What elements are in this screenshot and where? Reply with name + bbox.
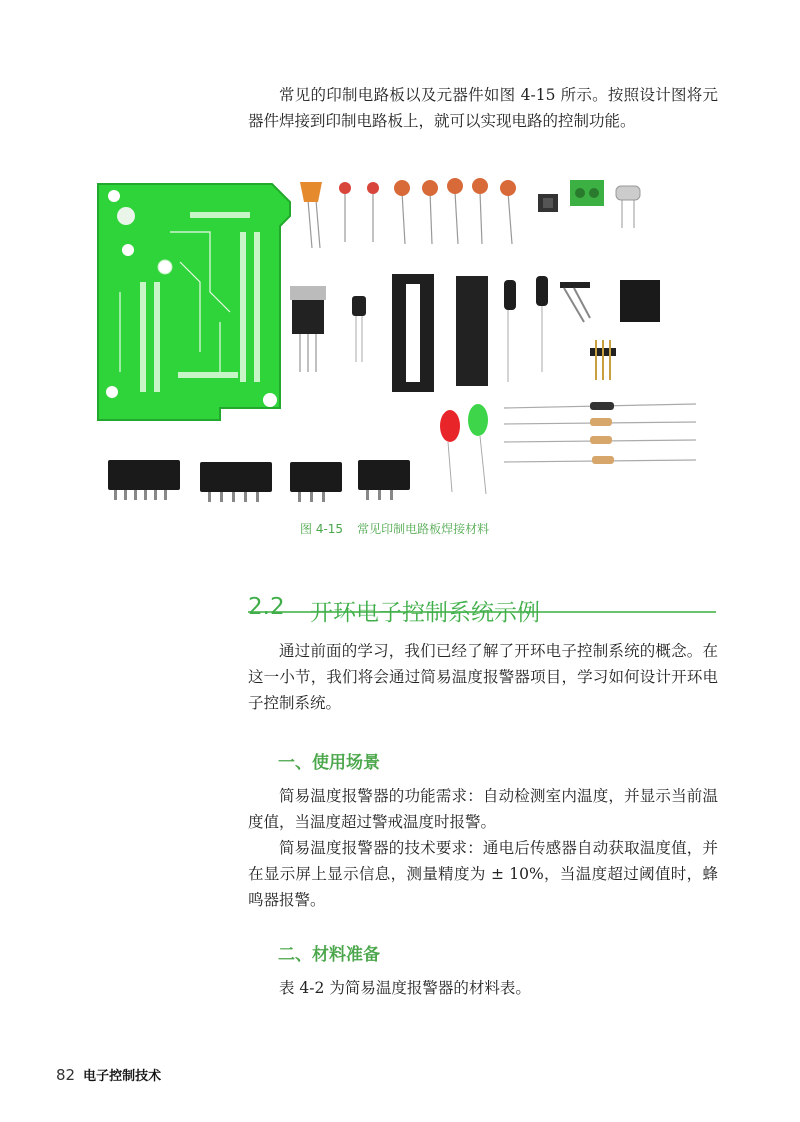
figure-label: 图 4-15 (300, 522, 344, 536)
section-paragraph: 通过前面的学习，我们已经了解了开环电子控制系统的概念。在这一小节，我们将会通过简易温度报警器项目，学习如何设计开环电子控制系统。 (248, 642, 718, 712)
section-number: 2.2 (248, 594, 285, 620)
intro-paragraph: 常见的印制电路板以及元器件如图 4-15 所示。按照设计图将元器件焊接到印制电路板上，就可以实现电路的控制功能。 (248, 86, 718, 130)
figure-caption (300, 520, 503, 537)
pcb-components-figure (90, 172, 710, 512)
subsection-paragraph-requirements: 简易温度报警器的功能需求：自动检测室内温度，并显示当前温度值，当温度超过警戒温度时报警。 (248, 787, 718, 831)
pcb-components-illustration (90, 172, 710, 512)
page-footer (56, 1065, 161, 1084)
page-number: 82 (56, 1066, 76, 1084)
subsection-heading-materials: 二、材料准备 (278, 945, 380, 965)
subsection-heading-usage: 一、使用场景 (278, 753, 380, 773)
book-title: 电子控制技术 (83, 1069, 162, 1084)
subsection-paragraph-specs: 简易温度报警器的技术要求：通电后传感器自动获取温度值，并在显示屏上显示信息，测量精度为 ± 10%，当温度超过阈值时，蜂鸣器报警。 (248, 839, 718, 909)
figure-caption-text: 常见印制电路板焊接材料 (357, 522, 490, 536)
subsection-paragraph-materials: 表 4-2 为简易温度报警器的材料表。 (279, 979, 531, 997)
section-title: 开环电子控制系统示例 (310, 600, 540, 626)
section-heading (248, 594, 718, 628)
